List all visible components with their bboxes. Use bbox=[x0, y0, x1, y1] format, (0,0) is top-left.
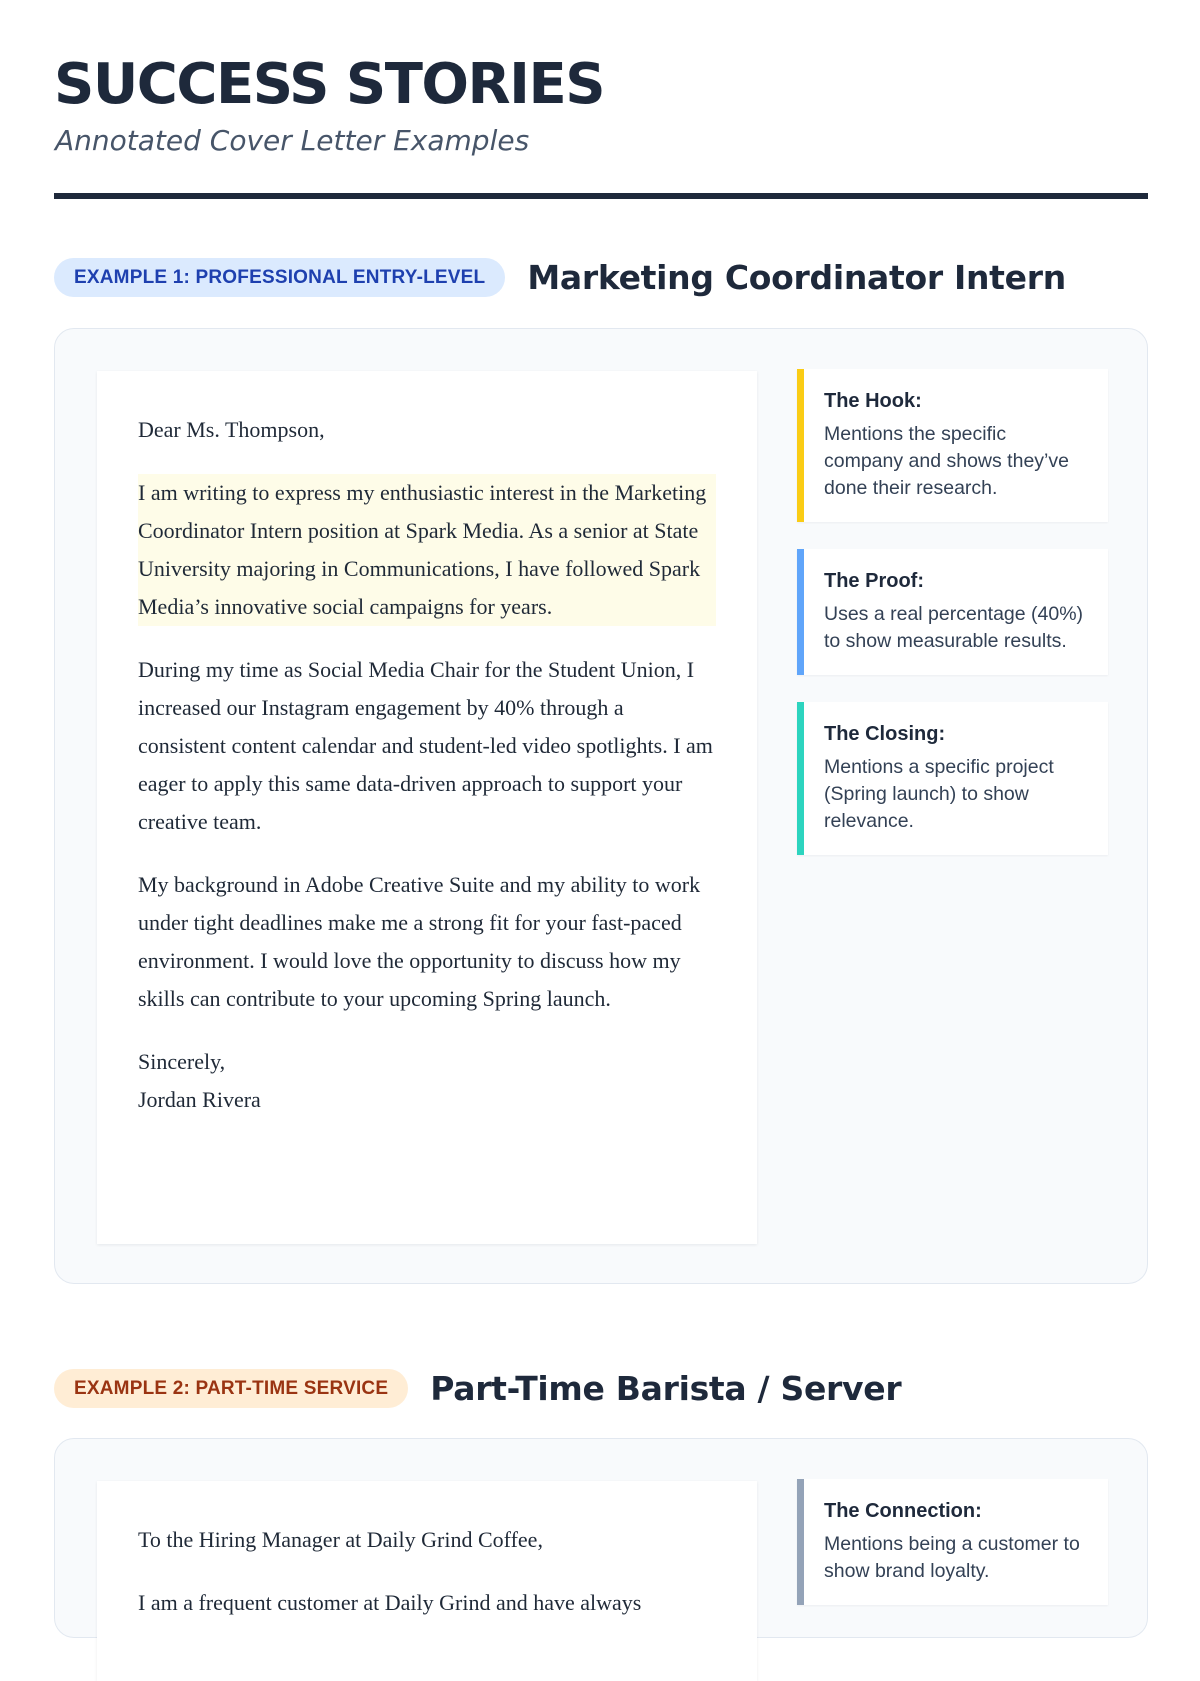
annotation-connection bbox=[797, 1479, 1108, 1605]
example-1-badge: EXAMPLE 1: PROFESSIONAL ENTRY-LEVEL bbox=[54, 258, 505, 297]
page-subtitle: Annotated Cover Letter Examples bbox=[55, 124, 530, 157]
example-1-title: Marketing Coordinator Intern bbox=[527, 257, 1066, 297]
letter-paragraph-proof: During my time as Social Media Chair for the Student Union, I increased our Instagram engagement by 40% through a consistent content calendar and student-led video spotlights. I am eager to apply this same data-driven approach to support your creative team. bbox=[138, 657, 713, 834]
annotation-body: Mentions being a customer to show brand loyalty. bbox=[824, 1533, 1080, 1582]
annotation-title: The Proof: bbox=[824, 570, 924, 592]
annotation-hook bbox=[797, 369, 1108, 522]
letter-signature: Jordan Rivera bbox=[138, 1087, 261, 1112]
annotation-body: Mentions the specific company and shows they’ve done their research. bbox=[824, 423, 1069, 499]
letter-salutation: To the Hiring Manager at Daily Grind Coffee, bbox=[138, 1527, 543, 1552]
letter-salutation: Dear Ms. Thompson, bbox=[138, 417, 325, 442]
annotation-body: Mentions a specific project (Spring launch) to show relevance. bbox=[824, 756, 1054, 832]
page-title: SUCCESS STORIES bbox=[54, 52, 605, 117]
letter-closing: Sincerely, bbox=[138, 1049, 226, 1074]
title-divider bbox=[54, 193, 1148, 199]
annotation-title: The Hook: bbox=[824, 390, 922, 412]
letter-signoff bbox=[138, 1043, 716, 1119]
example-2-badge: EXAMPLE 2: PART-TIME SERVICE bbox=[54, 1369, 408, 1408]
annotation-title: The Connection: bbox=[824, 1500, 982, 1522]
example-1-letter bbox=[97, 371, 757, 1244]
example-2-letter bbox=[97, 1481, 757, 1681]
example-1-card bbox=[54, 328, 1148, 1284]
example-2-header bbox=[54, 1368, 901, 1408]
annotation-body: Uses a real percentage (40%) to show measurable results. bbox=[824, 603, 1084, 652]
annotation-title: The Closing: bbox=[824, 723, 946, 745]
example-2-annotations bbox=[797, 1479, 1108, 1632]
example-2-card bbox=[54, 1438, 1148, 1638]
example-1-header bbox=[54, 257, 1066, 297]
example-1-annotations bbox=[797, 369, 1108, 882]
annotation-closing bbox=[797, 702, 1108, 855]
annotation-proof bbox=[797, 549, 1108, 675]
letter-paragraph-closing: My background in Adobe Creative Suite and my ability to work under tight deadlines make me a strong fit for your fast-paced environment. I would love the opportunity to discuss how my skills can contribute to your upcoming Spring launch. bbox=[138, 872, 701, 1011]
letter-paragraph-hook: I am writing to express my enthusiastic interest in the Marketing Coordinator Intern position at Spark Media. As a senior at State University majoring in Communications, I have followed Spark Media’s innovative social campaigns for years. bbox=[138, 474, 716, 626]
example-2-title: Part-Time Barista / Server bbox=[430, 1368, 902, 1408]
letter-paragraph-connection: I am a frequent customer at Daily Grind and have always bbox=[138, 1590, 642, 1615]
